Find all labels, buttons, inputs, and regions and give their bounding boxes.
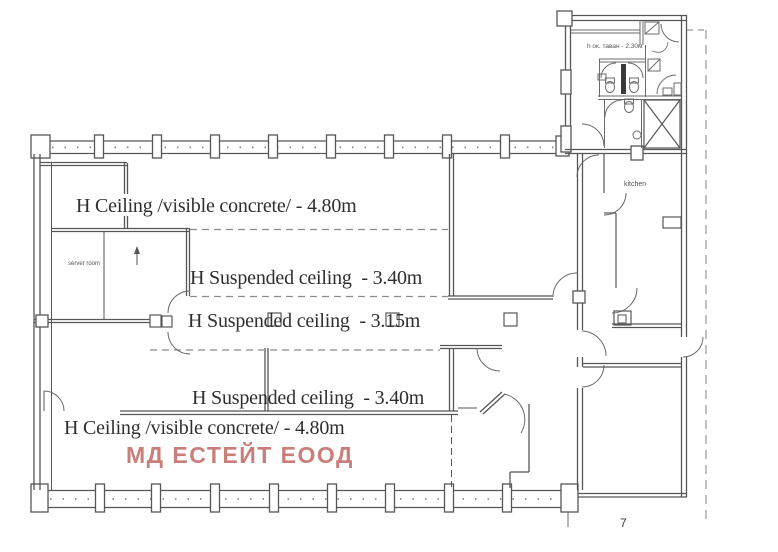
zone-label-top-concrete: H Ceiling /visible concrete/ - 4.80m <box>76 195 357 217</box>
room-label-wc-ceiling-note: h ок. таван - 2.30м <box>587 43 643 50</box>
watermark-text: МД ЕСТЕЙТ ЕООД <box>126 442 354 468</box>
right-wall <box>682 15 704 497</box>
corridor-zone <box>150 230 517 355</box>
zone-label-suspended-upper: H Suspended ceiling - 3.40m <box>190 267 423 289</box>
zone-label-bottom-concrete: H Ceiling /visible concrete/ - 4.80m <box>64 417 345 439</box>
southeast-room-wall <box>583 364 681 368</box>
sheet-number: 7 <box>620 516 627 530</box>
elevator-shaft <box>644 100 680 148</box>
room-label-server-room: server room <box>68 261 101 267</box>
bottom-wall <box>31 484 687 527</box>
corridor-east-wall <box>573 154 606 490</box>
dashed-boundary-line <box>687 30 706 521</box>
zone-label-suspended-lower: H Suspended ceiling - 3.40m <box>192 387 425 409</box>
room-label-kitchen: kitchen <box>624 181 647 188</box>
top-wall <box>31 135 569 158</box>
wc-block-interior <box>571 21 681 148</box>
zone-label-suspended-middle: H Suspended ceiling - 3.15m <box>188 310 421 332</box>
